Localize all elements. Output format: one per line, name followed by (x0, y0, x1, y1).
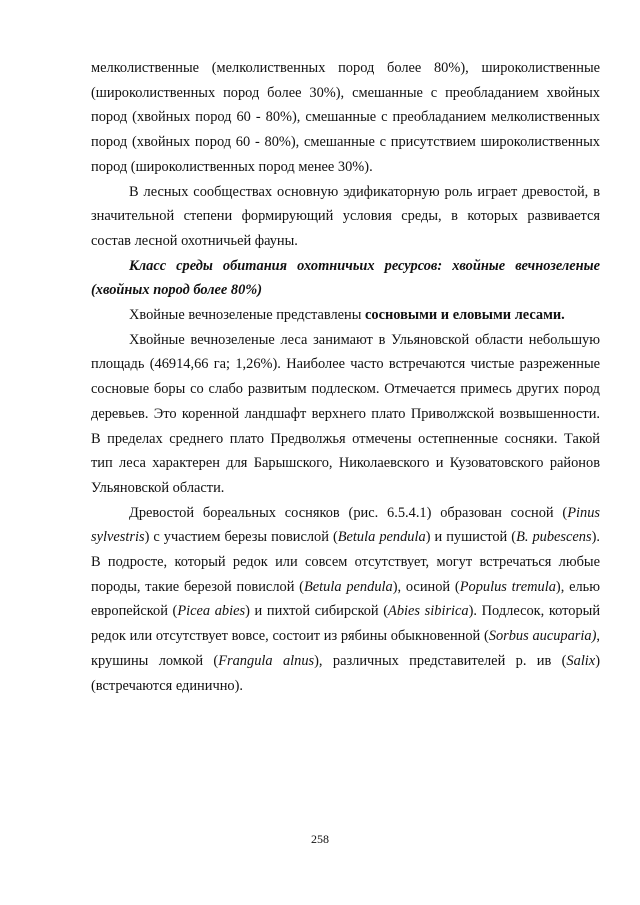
section-heading (91, 254, 600, 303)
paragraph (91, 328, 600, 501)
paragraph (91, 303, 600, 328)
latin-species-name: Sorbus aucuparia) (488, 628, 597, 645)
text-run: , крушины ломкой ( (91, 628, 600, 669)
body-text (91, 56, 600, 698)
text-run: ). Подлесок, который редок или отсутствует вовсе, состоит из рябины обыкновенной ( (91, 603, 601, 645)
latin-species-name: Abies sibirica (388, 603, 469, 620)
text-run: Класс среды обитания охотничьих ресурсов: хвойные вечнозеленые (хвойных пород более 80%) (91, 257, 600, 299)
latin-species-name: B. pubescens (516, 529, 592, 546)
text-run: ), осиной ( (392, 578, 460, 595)
text-run: ), различных представителей р. ив ( (314, 652, 567, 669)
text-run: ) и пушистой ( (425, 529, 517, 546)
page-number: 258 (311, 832, 329, 846)
latin-species-name: Betula pendula (303, 578, 393, 595)
paragraph (91, 501, 600, 699)
latin-species-name: Pinus sylvestris (91, 504, 600, 546)
text-run: В лесных сообществах основную эдификаторную роль играет древостой, в значительной степени формирующий условия среды, в которых развивается состав лесной охотничьей фауны. (91, 183, 600, 249)
latin-species-name: Populus tremula (459, 578, 556, 595)
text-run: ) с участием березы повислой ( (144, 529, 338, 546)
text-run: Хвойные вечнозеленые представлены (129, 307, 366, 324)
text-run: Древостой бореальных сосняков (рис. 6.5.4.1) образован сосной ( (129, 504, 568, 521)
paragraph (91, 56, 600, 180)
latin-species-name: Picea abies (177, 603, 246, 620)
bold-text: сосновыми и еловыми лесами. (365, 307, 565, 324)
text-run: ). В подросте, который редок или совсем отсутствует, могут встречаться любые породы, такие березой повислой ( (91, 529, 600, 595)
text-run: ) (встречаются единично). (91, 652, 600, 694)
latin-species-name: Frangula alnus (218, 652, 315, 669)
paragraph (91, 180, 600, 254)
text-run: ), елью европейской ( (91, 578, 600, 620)
latin-species-name: Salix (566, 652, 596, 669)
text-run: Хвойные вечнозеленые леса занимают в Ульяновской области небольшую площадь (46914,66 га; 1,26%). Наиболее часто встречаются чистые разреженные сосновые боры со слабо развитым подлеском. Отмечается примесь других пород деревьев. Это коренной ландшафт верхнего плато Приволжской возвышенности. В пределах среднего плато Предволжья отмечены остепненные сосняки. Такой тип леса характерен для Барышского, Николаевского и Кузоватовского районов Ульяновской области. (91, 331, 600, 496)
text-run: мелколиственные (мелколиственных пород более 80%), широколиственные (широколиственных пород более 30%), смешанные с преобладанием хвойных пород (хвойных пород 60 - 80%), смешанные с преобладанием мелколиственных пород (хвойных пород 60 - 80%), смешанные с присутствием широколиственных пород (широколиственных пород менее 30%). (91, 60, 600, 175)
text-run: ) и пихтой сибирской ( (245, 603, 389, 620)
latin-species-name: Betula pendula (337, 529, 426, 546)
